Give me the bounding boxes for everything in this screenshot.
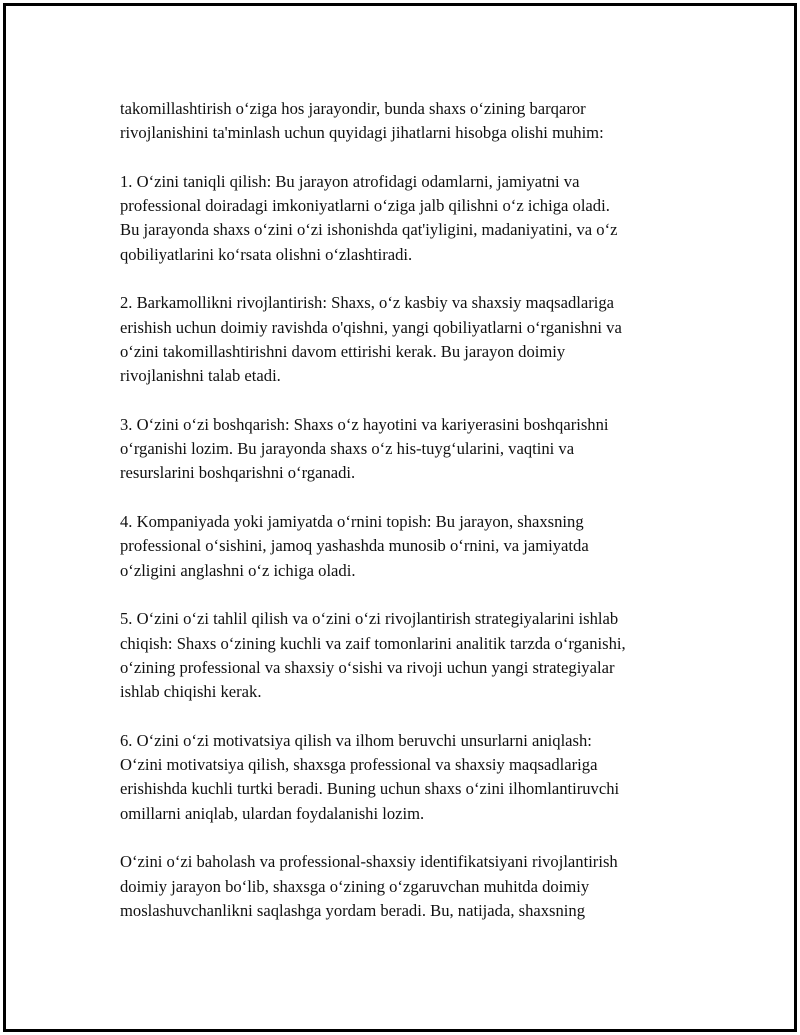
paragraph-item-2: 2. Barkamollikni rivojlantirish: Shaxs, o‘z kasbiy va shaxsiy maqsadlariga erishish uchun doimiy ravishda o'qishni, yangi qobiliyatlarni o‘rganishni va o‘zini takomillashtirishni davom ettirishi kerak. Bu jarayon doimiy rivojlanishni talab etadi. [120,293,622,386]
paragraph-item-6: 6. O‘zini o‘zi motivatsiya qilish va ilhom beruvchi unsurlarni aniqlash: O‘zini motivatsiya qilish, shaxsga professional va shaxsiy maqsadlariga erishishda kuchli turtki beradi. Buning uchun shaxs o‘zini ilhomlantiruvchi omillarni aniqlab, ulardan foydalanishi lozim. [120,730,620,823]
paragraph-item-3: 3. O‘zini o‘zi boshqarish: Shaxs o‘z hayotini va kariyerasini boshqarishni o‘rganishi lozim. Bu jarayonda shaxs o‘z his-tuyg‘ularini, vaqtini va resurslarini boshqarishni o‘rganadi. [120,414,609,483]
paragraph-item-1: 1. O‘zini taniqli qilish: Bu jarayon atrofidagi odamlarni, jamiyatni va professional doiradagi imkoniyatlarni o‘ziga jalb qilishni o‘z ichiga oladi. Bu jarayonda shaxs o‘zini o‘zi ishonishda qat'iyligini, madaniyatini, va o‘z qobiliyatlarini ko‘rsata olishni o‘zlashtiradi. [120,171,618,264]
paragraph-intro: takomillashtirish o‘ziga hos jarayondir, bunda shaxs o‘zining barqaror rivojlanishini ta'minlash uchun quyidagi jihatlarni hisobga olishi muhim: [120,99,604,143]
page-frame [3,3,797,1032]
document-body [120,97,700,923]
paragraph-conclusion: O‘zini o‘zi baholash va professional-shaxsiy identifikatsiyani rivojlantirish doimiy jarayon bo‘lib, shaxsga o‘zining o‘zgaruvchan muhitda doimiy moslashuvchanlikni saqlashga yordam beradi. Bu, natijada, shaxsning [120,852,618,920]
paragraph-item-4: 4. Kompaniyada yoki jamiyatda o‘rnini topish: Bu jarayon, shaxsning professional o‘sishini, jamoq yashashda munosib o‘rnini, va jamiyatda o‘zligini anglashni o‘z ichiga oladi. [120,512,589,580]
paragraph-item-5: 5. O‘zini o‘zi tahlil qilish va o‘zini o‘zi rivojlantirish strategiyalarini ishlab chiqish: Shaxs o‘zining kuchli va zaif tomonlarini analitik tarzda o‘rganishi, o‘zining professional va shaxsiy o‘sishi va rivoji uchun yangi strategiyalar ishlab chiqishi kerak. [120,609,626,702]
